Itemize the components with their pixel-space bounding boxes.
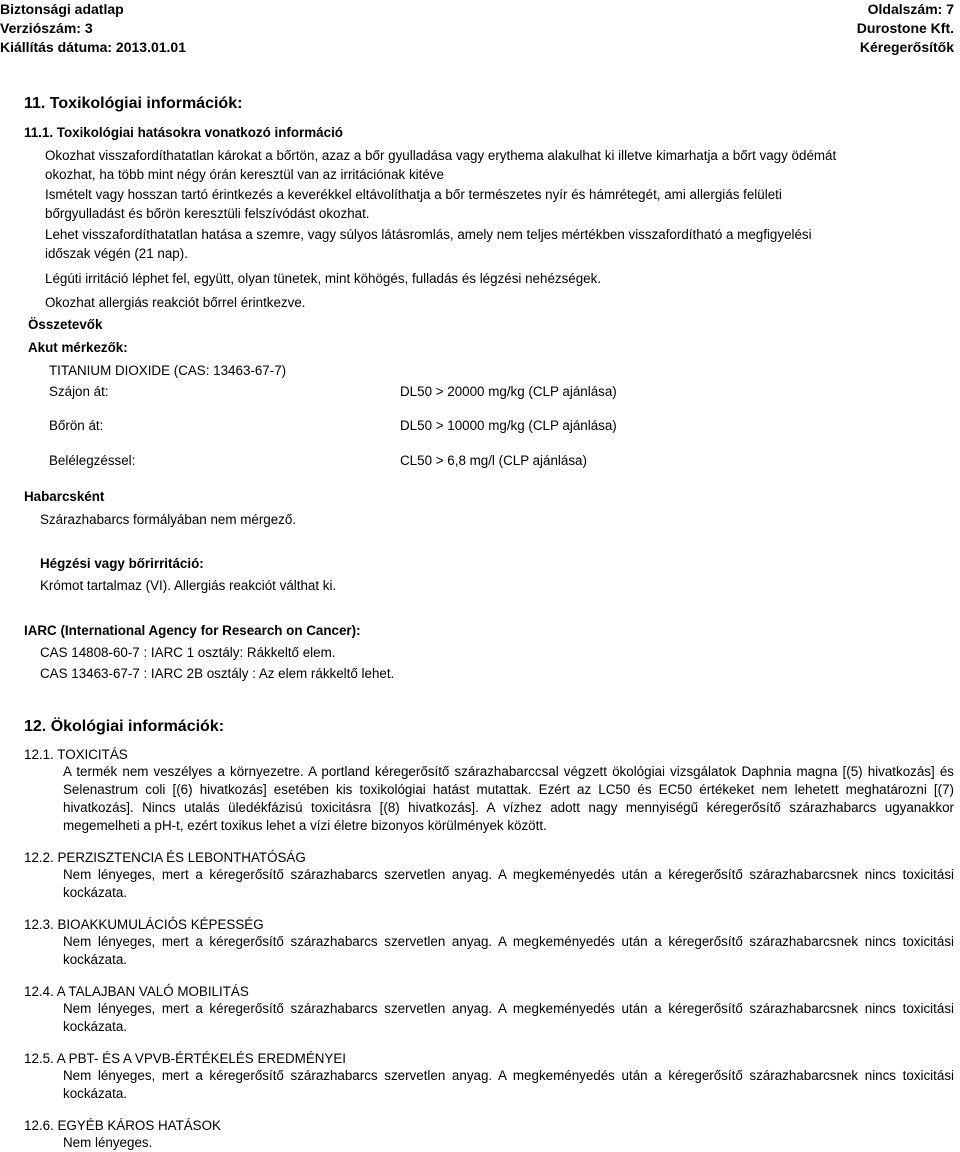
subsection-title: 12.3. BIOAKKUMULÁCIÓS KÉPESSÉG xyxy=(24,917,264,932)
acute-route: Bőrön át: xyxy=(49,418,104,433)
doc-type: Biztonsági adatlap xyxy=(0,1,124,17)
section-11-1-title: 11.1. Toxikológiai hatásokra vonatkozó információ xyxy=(24,125,343,140)
page-number: Oldalszám: 7 xyxy=(867,1,954,17)
text-line: Okozhat allergiás reakciót bőrrel érintkezve. xyxy=(45,295,306,310)
substance-name: TITANIUM DIOXIDE (CAS: 13463-67-7) xyxy=(49,363,287,378)
text-line: Okozhat visszafordíthatatlan károkat a bőrtön, azaz a bőr gyulladása vagy erythema alakulhat ki illetve kimarhatja a bőrt vagy ödémát xyxy=(45,148,837,163)
acute-value: DL50 > 10000 mg/kg (CLP ajánlása) xyxy=(400,418,617,433)
text-line: bőrgyulladást és bőrön keresztüli felszívódást okozhat. xyxy=(45,206,370,221)
subsection-text: Nem lényeges, mert a kéregerősítő szárazhabarcs szervetlen anyag. A megkeményedés után a kéregerősítő szárazhabarcsnek nincs toxicitási kockázata. xyxy=(63,867,954,900)
text-line: okozhat, ha több mint négy órán keresztül van az irritációnak kitéve xyxy=(45,167,444,182)
version: Verziószám: 3 xyxy=(0,20,93,36)
iarc-heading: IARC (International Agency for Research on Cancer): xyxy=(24,623,361,638)
acute-route: Szájon át: xyxy=(49,384,109,399)
text-line: Lehet visszafordíthatatlan hatása a szemre, vagy súlyos látásromlás, amely nem teljes mértékben visszafordítható a megfigyelési xyxy=(45,227,812,242)
subsection-title: 12.5. A PBT- ÉS A VPVB-ÉRTÉKELÉS EREDMÉNYEI xyxy=(24,1051,347,1066)
subsection-title: 12.6. EGYÉB KÁROS HATÁSOK xyxy=(24,1118,221,1133)
subsection-text: A termék nem veszélyes a környezetre. A portland kéregerősítő szárazhabarccsal végzett ökológiai vizsgálatok Daphnia magna [(5) hivatkozás] és Selenastrum coli [(6) hivatkozás] esetében kis toxikológiai hatást mutattak. Ezért az LC50 és EC50 értékeket nem lehetett meghatározni [(7) hivatkozás]. Nincs utalás üledékfázisú toxicitásra [(8) hivatkozás]. A vízhez adott nagy mennyiségű kéregerősítő szárazhabarcs ugyanakkor megemelheti a pH-t, ezért toxikus lehet a vízi életre bizonyos körülmények között. xyxy=(63,764,954,833)
text-line: időszak végén (21 nap). xyxy=(45,246,188,261)
acute-value: DL50 > 20000 mg/kg (CLP ajánlása) xyxy=(400,384,617,399)
section-12-title: 12. Ökológiai információk: xyxy=(24,718,225,735)
acute-value: CL50 > 6,8 mg/l (CLP ajánlása) xyxy=(400,453,587,468)
subsection-title: 12.2. PERZISZTENCIA ÉS LEBONTHATÓSÁG xyxy=(24,850,306,865)
components-heading: Összetevők xyxy=(28,317,103,332)
acute-heading: Akut mérkezők: xyxy=(28,340,128,355)
section-11-title: 11. Toxikológiai információk: xyxy=(24,95,243,112)
text-line: Légúti irritáció léphet fel, együtt, olyan tünetek, mint köhögés, fulladás és légzési nehézségek. xyxy=(45,271,602,286)
dust-text: Szárazhabarcs formályában nem mérgező. xyxy=(40,512,297,527)
issue-date: Kiállítás dátuma: 2013.01.01 xyxy=(0,39,186,55)
product-name: Kéregerősítők xyxy=(859,39,954,55)
text-line: Ismételt vagy hosszan tartó érintkezés a keverékkel eltávolíthatja a bőr természetes nyír és hámrétegét, ami allergiás felületi xyxy=(45,187,782,202)
subsection-text: Nem lényeges, mert a kéregerősítő szárazhabarcs szervetlen anyag. A megkeményedés után a kéregerősítő szárazhabarcsnek nincs toxicitási kockázata. xyxy=(63,1068,954,1101)
subsection-text: Nem lényeges, mert a kéregerősítő szárazhabarcs szervetlen anyag. A megkeményedés után a kéregerősítő szárazhabarcsnek nincs toxicitási kockázata. xyxy=(63,1001,954,1034)
subsection-title: 12.4. A TALAJBAN VALÓ MOBILITÁS xyxy=(24,984,249,999)
iarc-line: CAS 13463-67-7 : IARC 2B osztály : Az elem rákkeltő lehet. xyxy=(40,666,395,681)
irritation-text: Krómot tartalmaz (VI). Allergiás reakciót válthat ki. xyxy=(40,578,337,593)
subsection-text: Nem lényeges, mert a kéregerősítő szárazhabarcs szervetlen anyag. A megkeményedés után a kéregerősítő szárazhabarcsnek nincs toxicitási kockázata. xyxy=(63,934,954,967)
subsection-text: Nem lényeges. xyxy=(63,1135,153,1150)
dust-heading: Habarcsként xyxy=(24,489,105,504)
irritation-heading: Hégzési vagy bőrirritáció: xyxy=(40,556,204,571)
iarc-line: CAS 14808-60-7 : IARC 1 osztály: Rákkeltő elem. xyxy=(40,645,336,660)
subsection-title: 12.1. TOXICITÁS xyxy=(24,747,128,762)
acute-route: Belélegzéssel: xyxy=(49,453,136,468)
company-name: Durostone Kft. xyxy=(856,20,954,36)
